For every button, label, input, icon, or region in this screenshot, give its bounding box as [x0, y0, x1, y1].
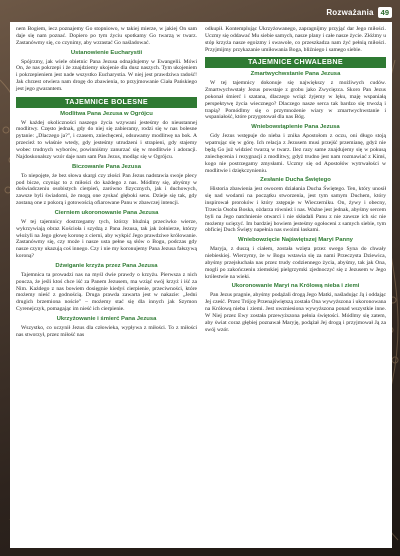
section-title: Rozważania	[326, 8, 374, 17]
section-header-bar: TAJEMNICE CHWALEBNE	[205, 57, 386, 68]
body-paragraph: To niepojęte, że bez słowa skargi czy złości Pan Jezus nadstawia swoje plecy pod bicze, czyniąc to z miłości do każdego z nas. Módlmy się, abyśmy w doświadczeniu osobistych cierpień, zarówno fizycznych, jak i duchowych, zawsze byli świadomi, że mogą one zyskać głęboki sens. Dzieje się tak, gdy zostaną one z pokorą i gotowością ofiarowane Panu w zbawczej intencji.	[16, 172, 197, 207]
body-paragraph: odkupił. Kontemplując Ukrzyżowanego, zapragnijmy przyjąć dar Jego miłości. Uczmy się oddawać Mu siebie samych, nasze plany i całe nasze życie. Złóżmy u stóp krzyża nasze egoizmy i swawole, co przeszkadza nam żyć pełnią miłości. Przyjmijmy przykazanie umiłowania Boga, bliźniego i samego siebie.	[205, 26, 386, 53]
mystery-heading: Cierniem ukoronowanie Pana Jezusa	[54, 209, 159, 216]
mystery-heading: Dźwiganie krzyża przez Pana Jezusa	[55, 262, 158, 269]
body-paragraph: nem Bogiem, iecz poznajemy Go stopniowo, w takiej mierze, w jakiej On sam daje się nam poznać. Dopiero po tym życiu spotkamy Go twarzą w twarz. Zastanówmy się, co czynimy, aby wzrastać Go naśladować.	[16, 26, 197, 46]
mystery-heading: Ukrzyżowanie i śmierć Pana Jezusa	[56, 316, 157, 322]
body-paragraph: Gdy Jezus wstępuje do nieba i znika Apostołom z oczu, oni długo stoją wpatrując się w górę. Ich relacja z Jezusem musi przejść przemianę, gdyż nie będą Go już widzieć twarzą w twarz. Ilez razy same znajdujemy się w pokusą zniechęcenia i rezygnacji z modlitwy, gdyż trudno jest nam rozmawiać z Kimś, kogo nie postrzegamy zmysłami. Uczmy się od Apostołów wytrwałości w modlitwie i dziękczynieniu.	[205, 133, 386, 174]
body-paragraph: W tej tajemnicy dokonuje się największy z możliwych cudów. Zmartwychwstały Jezus powstaje z grobu jako Zwycięzca. Skoro Pan Jezus pokonał śmierć i szatana, dlaczego wciąż żyjemy w lęku, maję wspaniałą perspektywę życia wiecznego? Dlaczego nasze serca tak bardzo się trwożą i trapią? Pomódlmy się o przymnożenie wiary w zmartwychwstanie i wspaniałość, które przygotował dla nas Bóg.	[205, 80, 386, 121]
body-paragraph: Spójrzmy, jak wiele obietnic Pana Jezusa odnajdujemy w Ewangelii. Mówi On, że nas pokrzepi i że znajdziemy ukojenie dla dusz naszych. Tym ukojeniem i pokrzepieniem jest nade wszystko Eucharystia. W niej jest prawdziwa radość! Jak chrzest otwiera nam drogę do zbawienia, to przyjmowanie Ciała Pańskiego jest jego gwarantem.	[16, 58, 197, 92]
body-paragraph: Pan Jezus pragnie, abyśmy podążali drogą Jego Matki, naśladując Ją i oddając Jej cześć. Przez Trójcę Przenajświętszą została Ona wywyższona i ukoronowana na Królową nieba i ziemi. Jest uwzniesiona wywyższona ponad wszystkie inne. W Niej przez Ewy została przewyższona pełnia świętości. Módlmy się zatem, aby świat coraz głębiej poznawał Maryję, podążał Jej drogą i przyjmował Ją za swój wzór.	[205, 292, 386, 333]
mystery-heading: Zesłanie Ducha Świętego	[260, 177, 331, 184]
mystery-heading: Zmartwychwstanie Pana Jezusa	[250, 71, 341, 78]
left-column	[16, 26, 197, 544]
right-column	[205, 26, 386, 544]
body-paragraph: Tajemnica ta prowadzi nas na myśl dwie prawdy o krzyżu. Pierwsza z nich poucza, że jeśli ktoś chce iść za Panem Jezusem, ma wziąć swój krzyż i iść za Nim. Każdego z nas bowiem dosięgnie kiedyś cierpienie, przeciwności, które możemy nieść z godnością. Druga prawda zawarta jest w nakazie: „Jedni drugich brzemiona noście" – możemy stać się dla innych jak Szymon Cyrenejczyk, pomagając im nieść ich cierpienie.	[16, 271, 197, 313]
mystery-heading: Ukoronowanie Maryi na Królową nieba i ziemi	[231, 283, 360, 290]
body-paragraph: Maryja, z duszą i ciałem, została wzięta przez swego Syna do chwały niebieskiej. Wierzymy, że w Bogu wstawia się za nami Przeczysta Dziewica, abyśmy przejsłuchała nas przez trudy codziennego życia, abyśmy, tak jak Ona, mogli po zakończeniu ziemskiej pielgrzymki zjednoczyć się z Jezusem w Jego królestwie na wieki.	[205, 246, 386, 280]
mystery-heading: Ustanowienie Eucharystii	[70, 49, 143, 56]
body-paragraph: W tej tajemnicy dostrzegamy tych, którzy bluźnią przeciwko wierze, wykrzywiają obraz Kościoła i szydzą z Pana Jezusa, tak jak żołnierze, którzy włożyli na Jego głowę koronę z cierni, aby wykpić Jego prawdziwe królowanie. Zastanówmy się, czy może i nasze usta pełne są słów o Bogu, podczas gdy nasze czyny ukazują coś innego. Czy i nie my koronujemy Pana Jezusa fałszywą koroną?	[16, 218, 197, 260]
body-paragraph: W każdej okoliczności naszego życia wzywani jesteśmy do nieustannej modlitwy. Często jednak, gdy do niej się zabieramy, rodzi się w nas bolesne pytanie: „Dlaczego ja?", i czasem, zniechęceni, odsuwamy modlitwę na bok. A przecież to właśnie wtedy, gdy jesteśmy utrudzeni i strapieni, gdy stajemy wobec trudnych wyborów, powinniśmy zanurzać się w modlitwie i adoracji. Najdoskonalszy wzór daje nam sam Pan Jezus, modląc się w Ogrójcu.	[16, 119, 197, 160]
article-page	[10, 22, 392, 548]
body-paragraph: Wszystko, co uczynił Jezus dla człowieka, wypływa z miłości. To z miłości nas stworzył, przez miłość nas	[16, 325, 197, 338]
mystery-heading: Wniebowstąpienie Pana Jezusa	[251, 124, 340, 131]
mystery-heading: Modlitwa Pana Jezusa w Ogrójcu	[60, 110, 153, 117]
mystery-heading: Wniebowzięcie Najświętszej Maryi Panny	[238, 237, 353, 244]
body-paragraph: Historia zbawienia jest owocem działania Ducha Świętego. Ten, który unosił się nad wodami na początku stworzenia, jest tym samym Duchem, który inspirował proroków i który zstępuje w Wieczerniku. On, żywy i obecny, Trzecia Osoba Boska, ożdarza również i nas. Ważne jest jednak, abyśmy sercem byli na Jego natchnienie otwarci i nie składali Panu z nie zawsze ich sic nie możemy ucięzyć. Im bardziej bowiem jesteśmy ogołoceni z samych siebie, tym obficiej Duch Święty napełnia nas swoimi łaskami.	[205, 186, 386, 234]
page-number: 49	[378, 7, 392, 18]
page-header	[326, 6, 392, 19]
section-header-bar: TAJEMNICE BOLESNE	[16, 97, 197, 108]
mystery-heading: Biczowanie Pana Jezusa	[71, 163, 142, 170]
